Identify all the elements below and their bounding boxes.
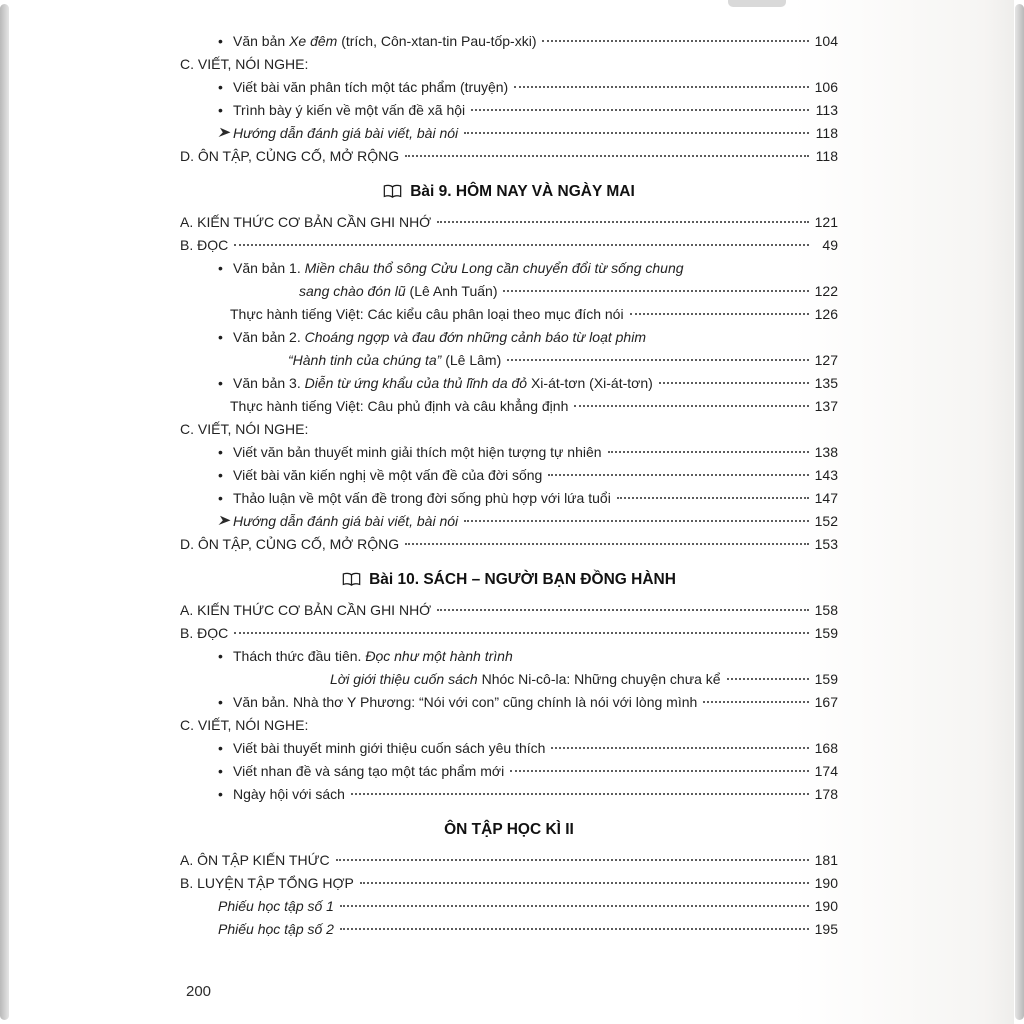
toc-entry-text <box>180 53 308 76</box>
toc-entry-text <box>233 30 536 53</box>
dot-leader <box>703 701 809 703</box>
toc-page-number: 104 <box>814 33 838 49</box>
dot-leader <box>727 678 809 680</box>
page-edge-right <box>1015 4 1024 1020</box>
toc-entry-text <box>230 395 568 418</box>
toc-text-segment: Văn bản <box>233 33 290 49</box>
toc-entry-text <box>233 76 508 99</box>
dot-leader <box>464 132 809 134</box>
toc-entry-line <box>180 783 838 806</box>
toc-text-segment: Diễn từ ứng khẩu của thủ lĩnh da đỏ <box>304 375 528 391</box>
toc-text-segment: Xe đêm <box>289 33 338 49</box>
toc-page-number: 195 <box>814 921 838 937</box>
toc-entry <box>180 234 838 257</box>
toc-entry <box>180 691 838 714</box>
toc-entry <box>180 849 838 872</box>
toc-text-segment: Văn bản 2. <box>233 329 305 345</box>
dot-leader <box>551 747 809 749</box>
toc-page-number: 153 <box>814 536 838 552</box>
toc-entry-line <box>180 714 838 737</box>
toc-entry-text <box>180 234 228 257</box>
toc-entry-text <box>233 783 345 806</box>
pen-arrow-icon <box>218 127 231 138</box>
toc-entry <box>180 872 838 895</box>
toc-entry <box>180 211 838 234</box>
pen-arrow-icon <box>218 127 233 138</box>
toc-page-number: 122 <box>814 283 838 299</box>
toc-text-segment: Thực hành tiếng Việt: Các kiểu câu phân loại theo mục đích nói <box>230 306 624 322</box>
toc-entry-text <box>233 464 542 487</box>
toc-text-segment: B. LUYỆN TẬP TỔNG HỢP <box>180 875 354 891</box>
dot-leader <box>659 382 809 384</box>
dot-leader <box>340 905 809 907</box>
toc-entry-line <box>180 53 838 76</box>
toc-entry-text <box>180 145 399 168</box>
toc-page-number: 138 <box>814 444 838 460</box>
toc-entry <box>180 760 838 783</box>
toc-entry-line <box>180 349 838 372</box>
toc-entry <box>180 783 838 806</box>
toc-entry <box>180 645 838 691</box>
toc-entry-line <box>180 303 838 326</box>
toc-entry-line <box>180 760 838 783</box>
toc-entry-line <box>180 99 838 122</box>
toc-entry <box>180 714 838 737</box>
dot-leader <box>234 244 809 246</box>
toc-text-segment: Hướng dẫn đánh giá bài viết, bài nói <box>233 513 459 529</box>
toc-entry-text <box>233 326 646 349</box>
bullet-icon: • <box>218 648 223 664</box>
dot-leader <box>542 40 809 42</box>
toc-page-number: 118 <box>815 125 838 141</box>
toc-text-segment: B. ĐỌC <box>180 625 229 641</box>
toc-text-segment: Viết nhan đề và sáng tạo một tác phẩm mới <box>233 763 505 779</box>
toc-entry <box>180 372 838 395</box>
toc-entry <box>180 99 838 122</box>
toc-entry-text <box>299 280 497 303</box>
toc-entry <box>180 145 838 168</box>
toc-heading-text: ÔN TẬP HỌC KÌ II <box>444 821 574 838</box>
bullet-icon: • <box>218 490 223 506</box>
toc-page-number: 190 <box>814 898 838 914</box>
toc-entry <box>180 257 838 303</box>
toc-heading-text: Bài 10. SÁCH – NGƯỜI BẠN ĐỒNG HÀNH <box>369 571 676 588</box>
toc-entry-line <box>180 622 838 645</box>
dot-leader <box>340 928 809 930</box>
toc-page-number: 190 <box>814 875 838 891</box>
dot-leader <box>351 793 809 795</box>
bullet-icon: • <box>218 740 223 756</box>
toc-entry-text <box>180 714 308 737</box>
toc-entry <box>180 464 838 487</box>
toc-entry-text <box>180 622 228 645</box>
dot-leader <box>464 520 809 522</box>
toc-entry <box>180 76 838 99</box>
toc-page-number: 135 <box>814 375 838 391</box>
toc-entry-text <box>233 737 545 760</box>
toc-heading-text: Bài 9. HÔM NAY VÀ NGÀY MAI <box>410 183 635 200</box>
toc-text-segment: sang chào đón lũ <box>299 283 406 299</box>
toc-entry-text <box>180 599 431 622</box>
toc-text-segment: Viết bài văn phân tích một tác phẩm (truyện) <box>233 79 509 95</box>
bullet-icon: • <box>218 79 223 95</box>
dot-leader <box>617 497 809 499</box>
toc-entry-text <box>233 257 684 280</box>
bullet-icon: • <box>218 33 223 49</box>
toc-entry <box>180 737 838 760</box>
toc-text-segment: Viết văn bản thuyết minh giải thích một hiện tượng tự nhiên <box>233 444 602 460</box>
toc-entry-line <box>180 395 838 418</box>
toc-text-segment: Văn bản 1. <box>233 260 305 276</box>
dot-leader <box>574 405 809 407</box>
toc-page-number: 49 <box>822 237 838 253</box>
toc-section-heading <box>180 568 838 591</box>
toc-entry <box>180 510 838 533</box>
toc-entry-line <box>180 234 838 257</box>
scan-artifact <box>728 0 786 7</box>
toc-entry-line <box>180 372 838 395</box>
toc-entry <box>180 418 838 441</box>
toc-entry <box>180 30 838 53</box>
bullet-icon: • <box>218 763 223 779</box>
footer-page-number: 200 <box>186 983 212 1000</box>
pen-arrow-icon <box>218 515 231 526</box>
toc-entry <box>180 441 838 464</box>
bullet-icon: • <box>218 467 223 483</box>
toc-entry <box>180 487 838 510</box>
toc-entry <box>180 918 838 941</box>
bullet-icon: • <box>218 329 223 345</box>
toc-entry <box>180 303 838 326</box>
toc-text-segment: C. VIẾT, NÓI NGHE: <box>180 56 309 72</box>
toc-text-segment: Văn bản. Nhà thơ Y Phương: “Nói với con” cũng chính là nói với lòng mình <box>233 694 698 710</box>
toc-page-number: 137 <box>814 398 838 414</box>
toc-text-segment: (Lê Lâm) <box>441 352 502 368</box>
toc-page-number: 143 <box>814 467 838 483</box>
toc-text-segment: A. KIẾN THỨC CƠ BẢN CẦN GHI NHỚ <box>180 214 432 230</box>
toc-entry-line <box>180 76 838 99</box>
toc-text-segment: Hướng dẫn đánh giá bài viết, bài nói <box>233 125 459 141</box>
toc-entry-text <box>233 122 458 145</box>
toc-entry-line <box>180 145 838 168</box>
toc-entry-line <box>180 533 838 556</box>
toc-page-number: 174 <box>814 763 838 779</box>
toc-text-segment: D. ÔN TẬP, CỦNG CỐ, MỞ RỘNG <box>180 148 400 164</box>
toc-entry-line <box>180 280 838 303</box>
toc-entry <box>180 122 838 145</box>
pen-arrow-icon <box>218 515 233 526</box>
toc-text-segment: D. ÔN TẬP, CỦNG CỐ, MỞ RỘNG <box>180 536 400 552</box>
toc-entry-text <box>233 760 504 783</box>
toc-page-number: 168 <box>814 740 838 756</box>
toc-entry-text <box>218 895 334 918</box>
toc-entry-line <box>180 326 838 349</box>
toc-entry-line <box>180 849 838 872</box>
dot-leader <box>514 86 809 88</box>
bullet-icon: • <box>218 444 223 460</box>
bullet-icon: • <box>218 694 223 710</box>
toc-text-segment: Thực hành tiếng Việt: Câu phủ định và câu khẳng định <box>230 398 569 414</box>
dot-leader <box>510 770 809 772</box>
toc-entry <box>180 622 838 645</box>
toc-page-number: 118 <box>815 148 838 164</box>
book-icon <box>383 184 402 199</box>
toc-text-segment: Miền châu thổ sông Cửu Long cần chuyển đổi từ sống chung <box>304 260 684 276</box>
toc-text-segment: (Lê Anh Tuấn) <box>405 283 498 299</box>
toc-page-number: 106 <box>814 79 838 95</box>
toc-entry-line <box>180 418 838 441</box>
toc-entry-line <box>180 872 838 895</box>
toc-text-segment: Phiếu học tập số 1 <box>218 898 334 914</box>
toc-entry-text <box>180 211 431 234</box>
bullet-icon: • <box>218 260 223 276</box>
toc-entry-line <box>180 441 838 464</box>
bullet-icon: • <box>218 375 223 391</box>
toc-text-segment: Thách thức đầu tiên. <box>233 648 366 664</box>
toc-entry <box>180 326 838 372</box>
toc-text-segment: Phiếu học tập số 2 <box>218 921 334 937</box>
toc-page-number: 159 <box>814 671 838 687</box>
toc-entry-line <box>180 895 838 918</box>
toc-entry <box>180 533 838 556</box>
toc-page-number: 159 <box>814 625 838 641</box>
table-of-contents <box>180 30 838 941</box>
toc-entry-line <box>180 668 838 691</box>
toc-entry-text <box>233 691 697 714</box>
dot-leader <box>437 609 809 611</box>
toc-text-segment: A. KIẾN THỨC CƠ BẢN CẦN GHI NHỚ <box>180 602 432 618</box>
toc-section-heading <box>180 818 838 841</box>
dot-leader <box>507 359 809 361</box>
toc-text-segment: Ngày hội với sách <box>233 786 345 802</box>
dot-leader <box>336 859 809 861</box>
dot-leader <box>503 290 809 292</box>
toc-page-number: 113 <box>815 102 838 118</box>
toc-entry-text <box>330 668 721 691</box>
toc-text-segment: A. ÔN TẬP KIẾN THỨC <box>180 852 330 868</box>
toc-entry-line <box>180 122 838 145</box>
page-edge-left <box>0 4 9 1020</box>
toc-entry-line <box>180 257 838 280</box>
toc-entry-text <box>233 510 458 533</box>
book-icon <box>342 572 361 587</box>
toc-page-number: 147 <box>814 490 838 506</box>
dot-leader <box>608 451 809 453</box>
toc-entry-line <box>180 510 838 533</box>
toc-entry <box>180 395 838 418</box>
toc-entry-line <box>180 464 838 487</box>
dot-leader <box>405 543 809 545</box>
toc-entry <box>180 895 838 918</box>
toc-entry-line <box>180 691 838 714</box>
dot-leader <box>234 632 809 634</box>
toc-page-number: 121 <box>814 214 838 230</box>
dot-leader <box>437 221 809 223</box>
toc-entry-line <box>180 487 838 510</box>
toc-page-number: 152 <box>814 513 838 529</box>
dot-leader <box>548 474 809 476</box>
toc-entry-text <box>180 533 399 556</box>
toc-text-segment: Nhóc Ni-cô-la: Những chuyện chưa kể <box>477 671 721 687</box>
bullet-icon: • <box>218 786 223 802</box>
toc-entry-text <box>180 872 354 895</box>
toc-entry-line <box>180 211 838 234</box>
toc-text-segment: Lời giới thiệu cuốn sách <box>330 671 478 687</box>
toc-page-number: 126 <box>814 306 838 322</box>
toc-entry-text <box>233 441 602 464</box>
bullet-icon: • <box>218 102 223 118</box>
toc-page-number: 127 <box>814 352 838 368</box>
toc-entry-line <box>180 30 838 53</box>
toc-section-heading <box>180 180 838 203</box>
toc-entry-text <box>180 849 330 872</box>
toc-text-segment: Choáng ngợp và đau đớn những cảnh báo từ loạt phim <box>304 329 646 345</box>
toc-entry-text <box>230 303 624 326</box>
toc-text-segment: B. ĐỌC <box>180 237 229 253</box>
toc-entry-text <box>233 99 465 122</box>
toc-entry-text <box>218 918 334 941</box>
toc-text-segment: C. VIẾT, NÓI NGHE: <box>180 717 309 733</box>
toc-text-segment: Trình bày ý kiến về một vấn đề xã hội <box>233 102 466 118</box>
toc-entry <box>180 599 838 622</box>
toc-entry-text <box>233 487 611 510</box>
toc-entry-line <box>180 599 838 622</box>
dot-leader <box>471 109 809 111</box>
toc-text-segment: C. VIẾT, NÓI NGHE: <box>180 421 309 437</box>
toc-text-segment: Viết bài thuyết minh giới thiệu cuốn sách yêu thích <box>233 740 546 756</box>
dot-leader <box>405 155 809 157</box>
toc-text-segment: Thảo luận về một vấn đề trong đời sống phù hợp với lứa tuổi <box>233 490 611 506</box>
toc-entry-line <box>180 737 838 760</box>
toc-page-number: 181 <box>814 852 838 868</box>
toc-text-segment: Đọc như một hành trình <box>365 648 513 664</box>
toc-entry <box>180 53 838 76</box>
toc-entry-text <box>233 372 653 395</box>
toc-entry-text <box>288 349 501 372</box>
toc-entry-line <box>180 645 838 668</box>
toc-text-segment: Viết bài văn kiến nghị về một vấn đề của đời sống <box>233 467 543 483</box>
dot-leader <box>360 882 809 884</box>
toc-text-segment: “Hành tinh của chúng ta” <box>288 352 442 368</box>
dot-leader <box>630 313 809 315</box>
toc-text-segment: (trích, Côn-xtan-tin Pau-tốp-xki) <box>337 33 537 49</box>
toc-page-number: 158 <box>814 602 838 618</box>
toc-page-number: 167 <box>814 694 838 710</box>
toc-text-segment: Văn bản 3. <box>233 375 305 391</box>
toc-entry-text <box>180 418 308 441</box>
toc-entry-text <box>233 645 513 668</box>
toc-entry-line <box>180 918 838 941</box>
toc-page-number: 178 <box>814 786 838 802</box>
toc-text-segment: Xi-át-tơn (Xi-át-tơn) <box>527 375 653 391</box>
